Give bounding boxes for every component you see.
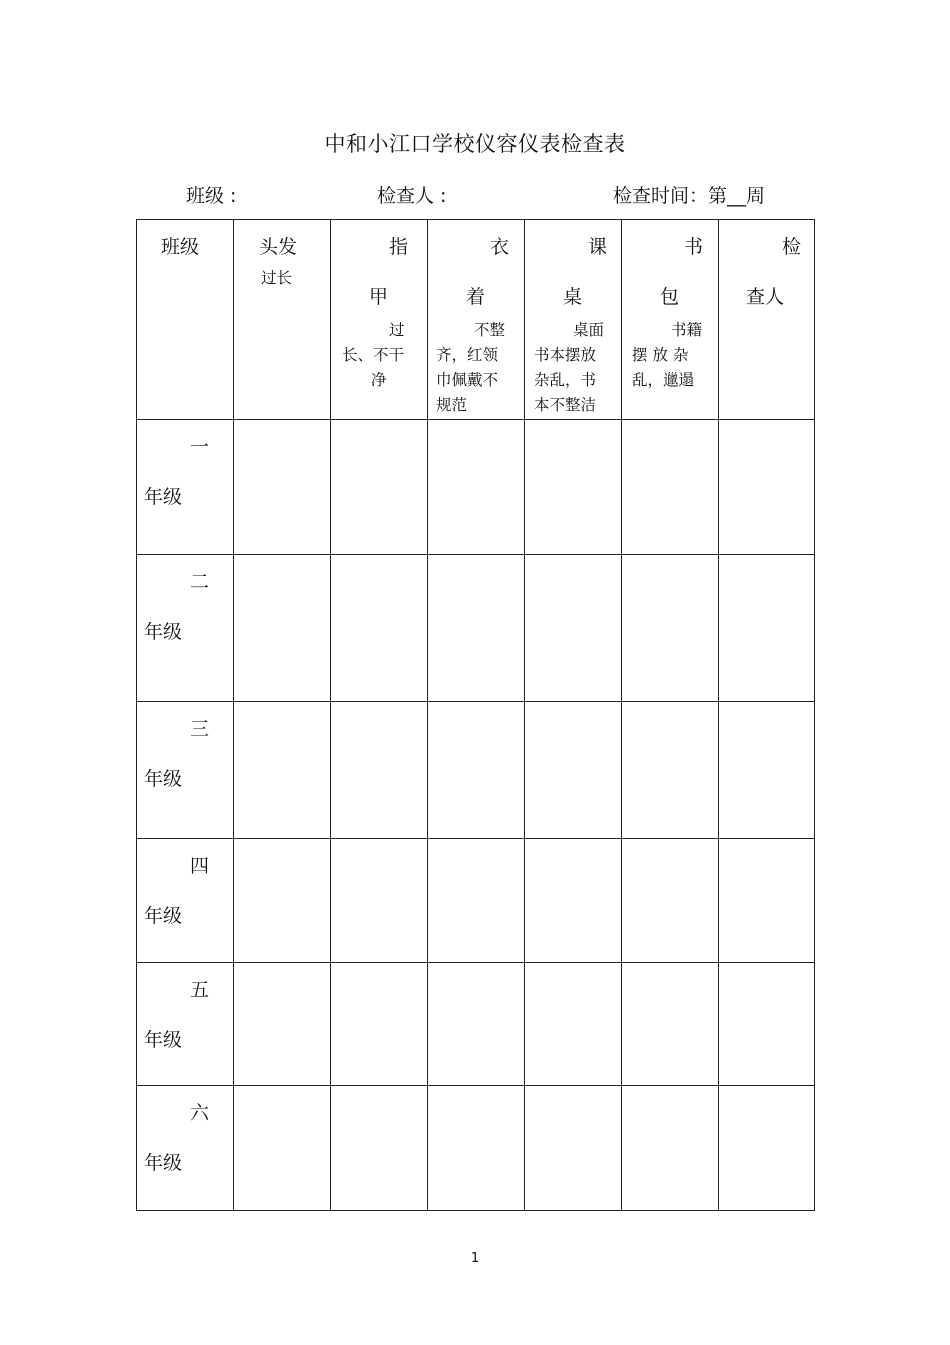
entry-cell[interactable] [234, 702, 331, 839]
class-field-label: 班级 : [186, 185, 237, 207]
grade-number: 一 [189, 436, 209, 458]
table-header-row [137, 220, 815, 420]
entry-cell[interactable] [622, 555, 719, 702]
table-row [137, 1086, 815, 1211]
entry-cell[interactable] [331, 555, 428, 702]
entry-cell[interactable] [719, 702, 815, 839]
check-time-field-label: 检查时间：第__周 [613, 185, 766, 207]
header-clothing-desc-4: 规范 [436, 396, 468, 414]
header-nails-line2: 甲 [369, 286, 389, 308]
inspector-field-label: 检查人 : [377, 185, 447, 207]
grade-suffix: 年级 [144, 486, 183, 508]
header-inspector-line1: 检 [781, 236, 801, 258]
entry-cell[interactable] [622, 963, 719, 1086]
header-cell-schoolbag [622, 220, 719, 420]
entry-cell[interactable] [234, 555, 331, 702]
table-row [137, 963, 815, 1086]
entry-cell[interactable] [622, 702, 719, 839]
header-hair-sublabel: 过长 [261, 269, 293, 287]
entry-cell[interactable] [525, 1086, 622, 1211]
grade-label-cell [137, 963, 234, 1086]
grade-number: 五 [189, 979, 209, 1001]
entry-cell[interactable] [331, 702, 428, 839]
entry-cell[interactable] [719, 1086, 815, 1211]
entry-cell[interactable] [525, 555, 622, 702]
header-class-label: 班级 [161, 236, 200, 258]
entry-cell[interactable] [234, 839, 331, 963]
header-clothing-desc-3: 巾佩戴不 [436, 371, 499, 389]
entry-cell[interactable] [622, 420, 719, 555]
header-clothing-line1: 衣 [489, 236, 509, 258]
header-schoolbag-line1: 书 [683, 236, 703, 258]
entry-cell[interactable] [234, 963, 331, 1086]
grade-suffix: 年级 [144, 621, 183, 643]
entry-cell[interactable] [331, 420, 428, 555]
entry-cell[interactable] [234, 420, 331, 555]
header-clothing-desc-2: 齐，红领 [436, 346, 499, 364]
header-schoolbag-desc-3: 乱，邋遢 [632, 371, 695, 389]
header-clothing-line2: 着 [466, 286, 486, 308]
grade-label-cell [137, 1086, 234, 1211]
entry-cell[interactable] [525, 702, 622, 839]
grade-suffix: 年级 [144, 905, 183, 927]
entry-cell[interactable] [719, 420, 815, 555]
header-clothing-desc-1: 不整 [474, 321, 506, 339]
header-desk-line1: 课 [587, 236, 607, 258]
header-schoolbag-desc-1: 书籍 [671, 321, 703, 339]
header-cell-inspector [719, 220, 815, 420]
header-inspector-line2: 查人 [746, 286, 785, 308]
header-desk-line2: 桌 [563, 286, 583, 308]
grade-suffix: 年级 [144, 1152, 183, 1174]
grade-suffix: 年级 [144, 1029, 183, 1051]
entry-cell[interactable] [331, 963, 428, 1086]
grade-number: 三 [189, 718, 209, 740]
header-cell-class [137, 220, 234, 420]
grade-number: 四 [189, 855, 209, 877]
header-schoolbag-line2: 包 [660, 286, 680, 308]
entry-cell[interactable] [331, 1086, 428, 1211]
entry-cell[interactable] [428, 839, 525, 963]
grade-number: 二 [189, 571, 209, 593]
grade-suffix: 年级 [144, 768, 183, 790]
entry-cell[interactable] [719, 963, 815, 1086]
header-cell-desk [525, 220, 622, 420]
header-cell-hair [234, 220, 331, 420]
header-desk-desc-1: 桌面 [573, 321, 605, 339]
header-nails-desc-1: 过 [389, 321, 405, 339]
entry-cell[interactable] [525, 420, 622, 555]
entry-cell[interactable] [622, 839, 719, 963]
entry-cell[interactable] [719, 839, 815, 963]
header-desk-desc-3: 杂乱，书 [534, 371, 597, 389]
header-nails-desc-3: 净 [371, 371, 387, 389]
header-desk-desc-2: 书本摆放 [534, 346, 597, 364]
entry-cell[interactable] [622, 1086, 719, 1211]
grade-label-cell [137, 555, 234, 702]
entry-cell[interactable] [428, 420, 525, 555]
page-number: 1 [470, 1251, 480, 1266]
header-cell-clothing [428, 220, 525, 420]
header-schoolbag-desc-2: 摆 放 杂 [632, 346, 689, 364]
header-hair-label: 头发 [259, 236, 298, 258]
table-row [137, 839, 815, 963]
entry-cell[interactable] [428, 1086, 525, 1211]
header-nails-desc-2: 长、不干 [342, 346, 405, 364]
inspection-table [136, 219, 815, 1211]
entry-cell[interactable] [525, 963, 622, 1086]
page-title: 中和小江口学校仪容仪表检查表 [324, 132, 626, 156]
entry-cell[interactable] [234, 1086, 331, 1211]
grade-label-cell [137, 420, 234, 555]
grade-label-cell [137, 702, 234, 839]
entry-cell[interactable] [428, 702, 525, 839]
entry-cell[interactable] [525, 839, 622, 963]
table-row [137, 555, 815, 702]
grade-label-cell [137, 839, 234, 963]
entry-cell[interactable] [719, 555, 815, 702]
header-nails-line1: 指 [388, 236, 408, 258]
table-row [137, 702, 815, 839]
header-desk-desc-4: 本不整洁 [534, 396, 597, 414]
entry-cell[interactable] [428, 555, 525, 702]
entry-cell[interactable] [331, 839, 428, 963]
table-row [137, 420, 815, 555]
header-cell-nails [331, 220, 428, 420]
entry-cell[interactable] [428, 963, 525, 1086]
grade-number: 六 [189, 1102, 209, 1124]
